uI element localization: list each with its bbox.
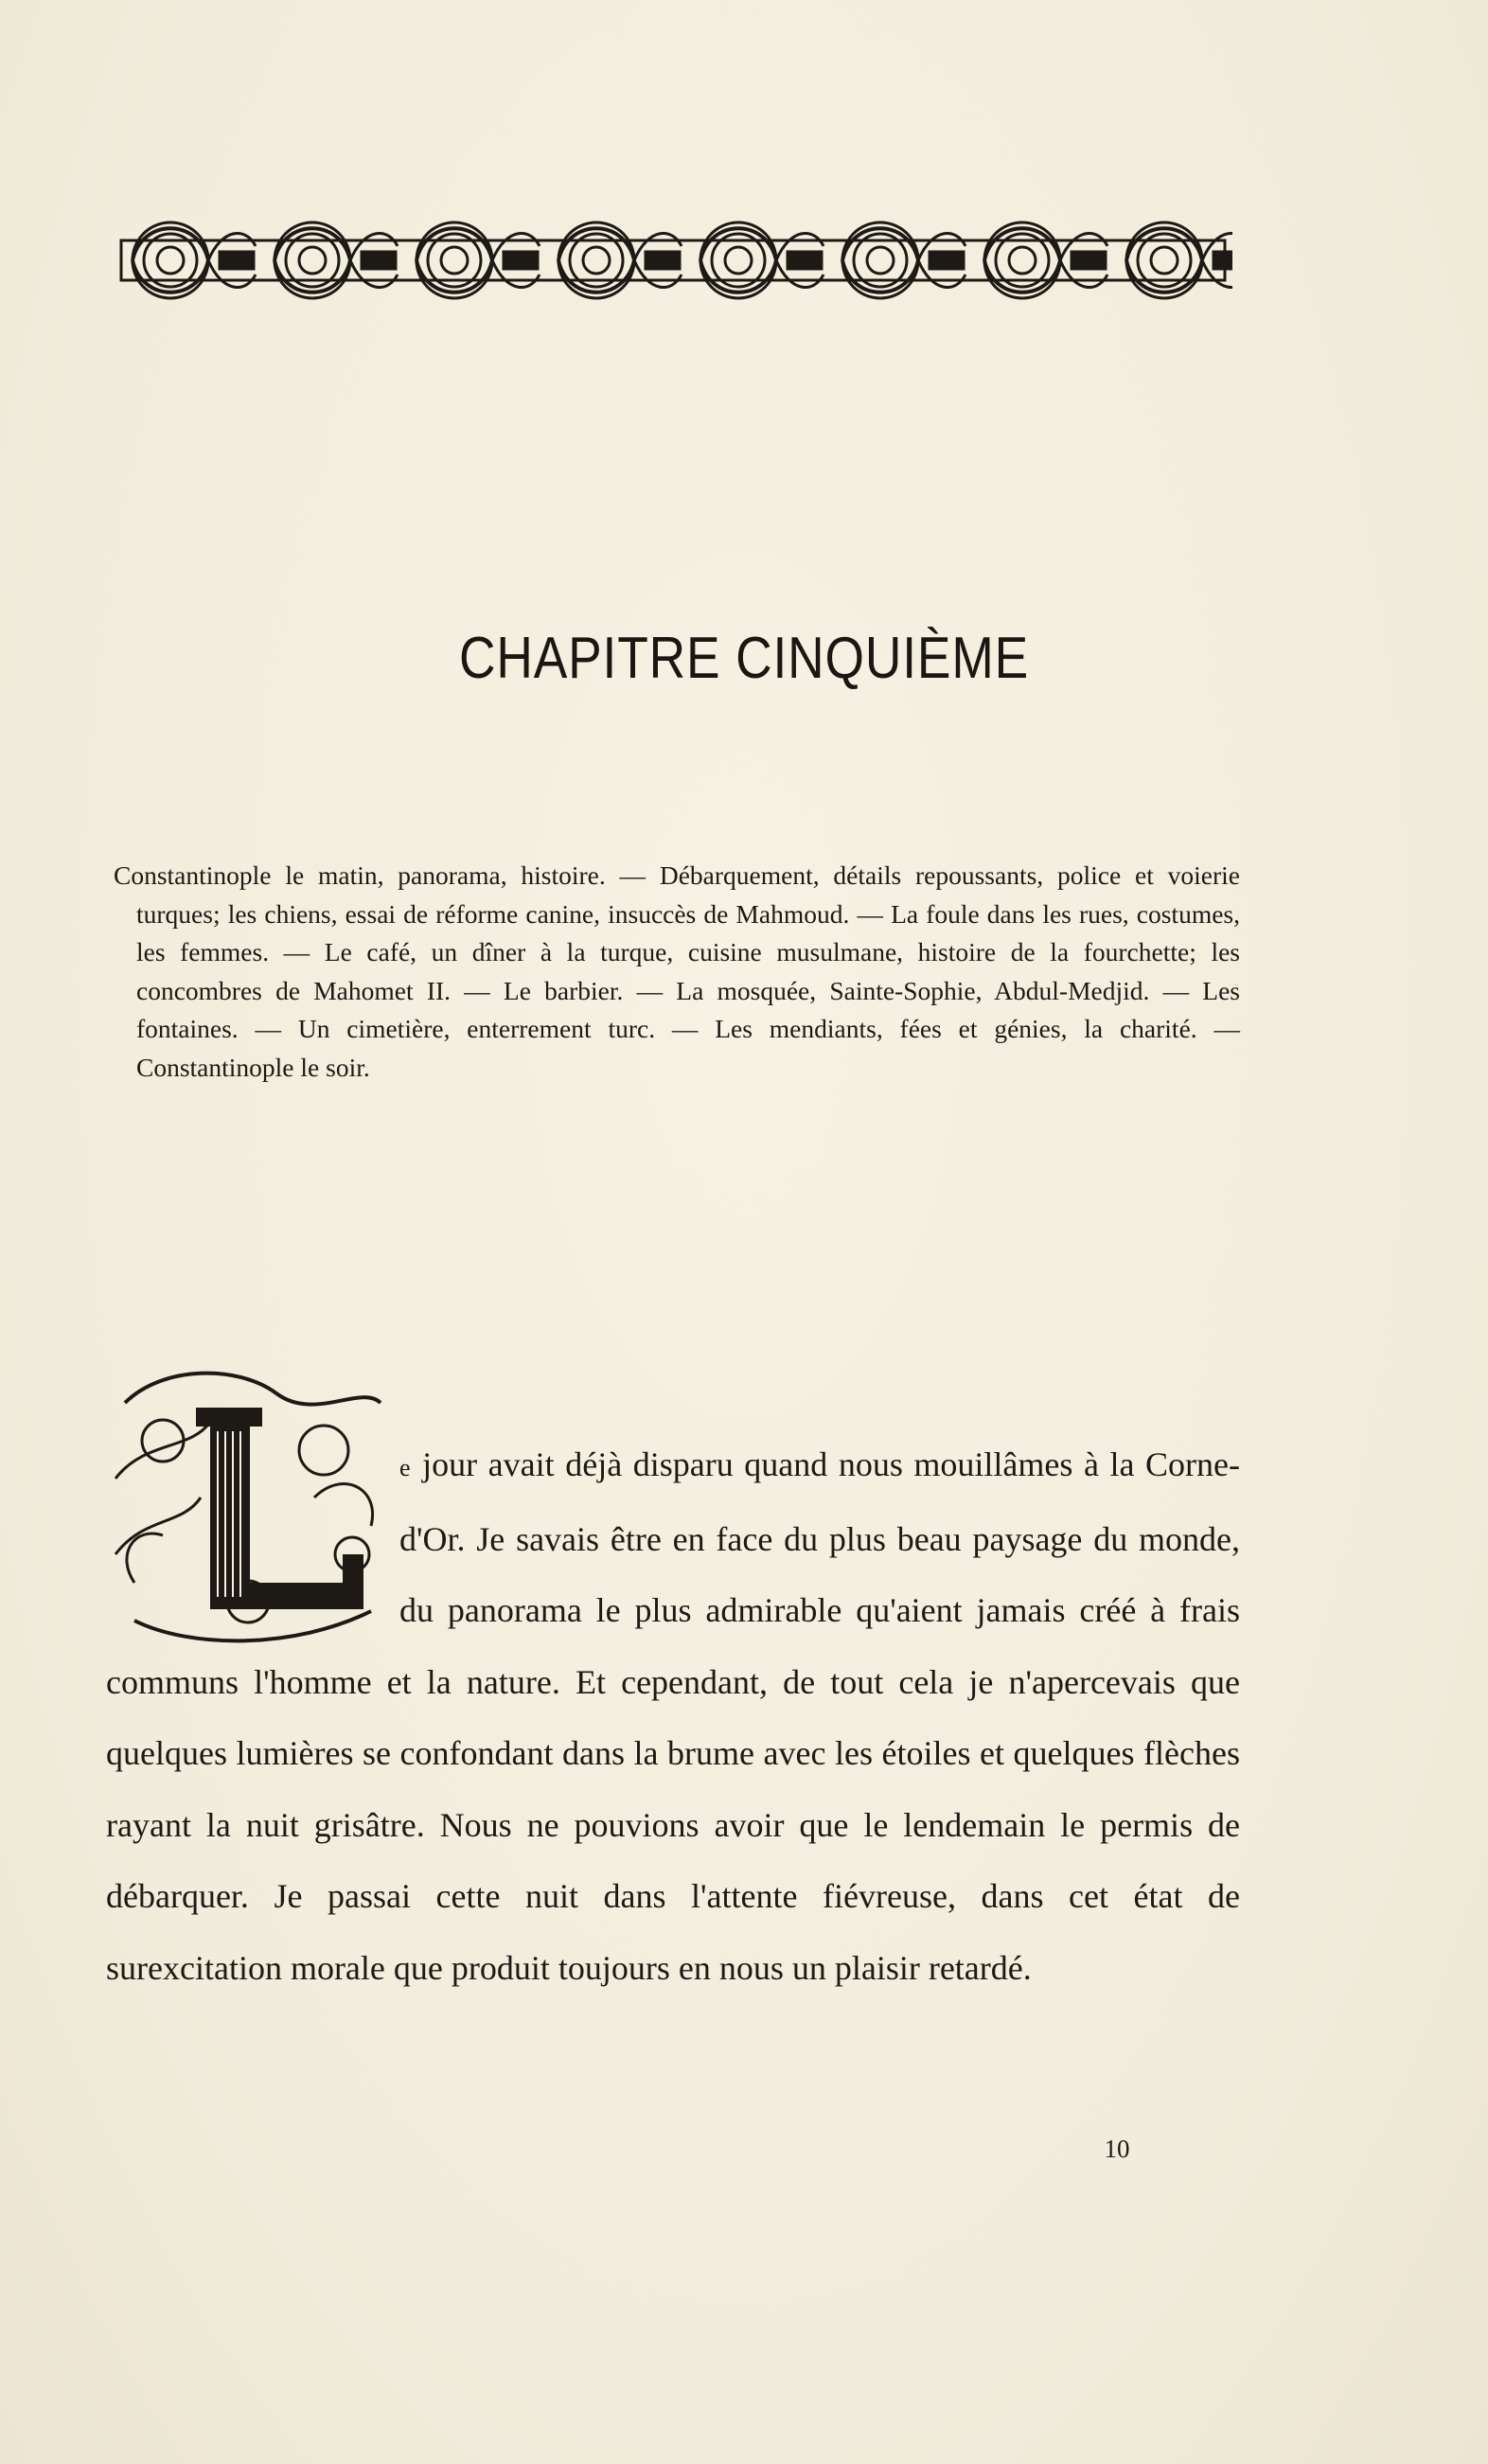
body-paragraph: [106, 1429, 1240, 2004]
chapter-title: CHAPITRE CINQUIÈME: [458, 626, 1030, 691]
initial-continuation: e: [399, 1454, 412, 1481]
ornamental-header-band: [114, 199, 1232, 322]
body-text: jour avait déjà disparu quand nous mouillâmes à la Corne-d'Or. Je savais être en face du plus beau paysage du monde, du panorama le plus admirable qu'aient jamais créé à frais communs l'homme et la nature. Et cependant, de tout cela je n'apercevais que quelques lumières se confondant dans la brume avec les étoiles et quelques flèches rayant la nuit grisâtre. Nous ne pouvions avoir que le lendemain le permis de débarquer. Je passai cette nuit dans l'attente fiévreuse, dans cet état de surexcitation morale que produit toujours en nous un plaisir retardé.: [106, 1445, 1241, 1987]
page-number: 10: [1104, 2135, 1130, 2163]
summary-text: Constantinople le matin, panorama, histoire. — Débarquement, détails repoussants, police et voierie turques; les chiens, essai de réforme canine, insuccès de Mahmoud. — La foule dans les rues, costumes, les femmes. — Le café, un dîner à la turque, cuisine musulmane, histoire de la fourchette; les concombres de Mahomet II. — Le barbier. — La mosquée, Sainte-Sophie, Abdul-Medjid. — Les fontaines. — Un cimetière, enterrement turc. — Les mendiants, fées et génies, la charité. — Constantinople le soir.: [114, 860, 1240, 1082]
chapter-summary: [114, 857, 1240, 1087]
ornate-initial-icon: [106, 1365, 392, 1644]
